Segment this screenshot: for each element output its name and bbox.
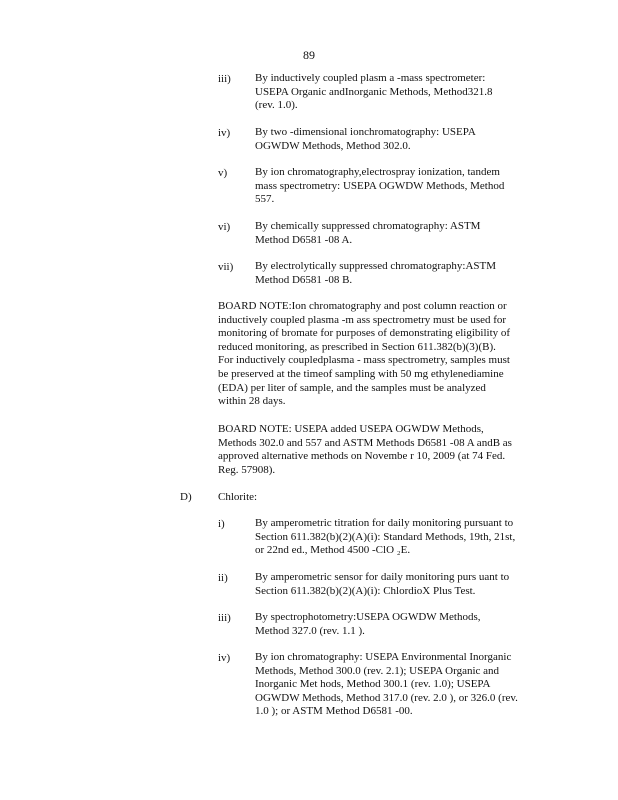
text-line: or 22nd ed., Method 4500 -ClO ₂E. [255,544,411,557]
page-number: 89 [303,48,315,62]
text-line: Method D6581 -08 B. [255,273,353,286]
item-text [255,126,537,153]
text-line: reduced monitoring, as prescribed in Section 611.382(b)(3)(B). [218,340,496,353]
text-line: By spectrophotometry:USEPA OGWDW Methods, [255,611,481,623]
text-line: (rev. 1.0). [255,99,298,112]
text-line: By inductively coupled plasm a -mass spectrometer: [255,72,486,84]
section-marker: D) [180,491,192,503]
text-line: Method 327.0 (rev. 1.1 ). [255,624,365,637]
text-line: monitoring of bromate for purposes of demonstrating eligibility of [218,327,511,340]
text-line: Section 611.382(b)(2)(A)(i): Standard Methods, 19th, 21st, [255,530,516,543]
item-text [255,517,537,558]
item-text [255,611,537,638]
text-line: By amperometric titration for daily monitoring pursuant to [255,517,514,529]
text-line: Inorganic Met hods, Method 300.1 (rev. 1.0); USEPA [255,678,491,691]
text-line: By two -dimensional ionchromatography: USEPA [255,126,476,138]
item-text [255,260,537,287]
board-note [218,423,538,477]
text-line: By ion chromatography: USEPA Environmental Inorganic [255,651,512,663]
text-line: By chemically suppressed chromatography: ASTM [255,220,481,232]
item-marker: iii) [218,612,231,624]
text-line: Methods, Method 300.0 (rev. 2.1); USEPA Organic and [255,664,500,677]
text-line: By amperometric sensor for daily monitoring purs uant to [255,571,510,583]
text-line: BOARD NOTE: USEPA added USEPA OGWDW Methods, [218,423,484,435]
item-marker: iii) [218,73,231,85]
text-line: OGWDW Methods, Method 317.0 (rev. 2.0 ), or 326.0 (rev. [255,691,518,704]
text-line: For inductively coupledplasma - mass spectrometry, samples must [218,354,510,367]
item-text [255,166,537,207]
text-line: (EDA) per liter of sample, and the samples must be analyzed [218,381,486,394]
text-line: be preserved at the timeof sampling with 50 mg ethylenediamine [218,367,504,380]
text-line: inductively coupled plasma -m ass spectrometry must be used for [218,313,507,326]
item-marker: iv) [218,127,231,139]
item-text [255,72,537,113]
text-line: By ion chromatography,electrospray ionization, tandem [255,166,500,178]
item-marker: vi) [218,221,231,233]
text-line: approved alternative methods on Novembe r 10, 2009 (at 74 Fed. [218,450,506,463]
text-line: mass spectrometry: USEPA OGWDW Methods, Method [255,179,505,192]
text-line: Method D6581 -08 A. [255,233,353,246]
text-line: Reg. 57908). [218,463,276,476]
text-line: BOARD NOTE:Ion chromatography and post column reaction or [218,300,507,312]
item-marker: vii) [218,261,234,273]
item-marker: i) [218,518,225,530]
text-line: within 28 days. [218,395,286,408]
item-marker: v) [218,167,228,179]
board-note [218,300,538,409]
item-text [255,651,537,719]
item-text [255,571,537,598]
text-line: By electrolytically suppressed chromatography:ASTM [255,260,497,272]
item-marker: ii) [218,572,228,584]
text-line: Methods 302.0 and 557 and ASTM Methods D6581 -08 A andB as [218,436,512,449]
text-line: USEPA Organic andInorganic Methods, Method321.8 [255,85,493,98]
text-line: 1.0 ); or ASTM Method D6581 -00. [255,705,413,718]
section-title: Chlorite: [218,491,258,503]
item-marker: iv) [218,652,231,664]
text-line: OGWDW Methods, Method 302.0. [255,139,411,152]
text-line: 557. [255,193,275,206]
text-line: Section 611.382(b)(2)(A)(i): ChlordioX Plus Test. [255,584,476,597]
item-text [255,220,537,247]
